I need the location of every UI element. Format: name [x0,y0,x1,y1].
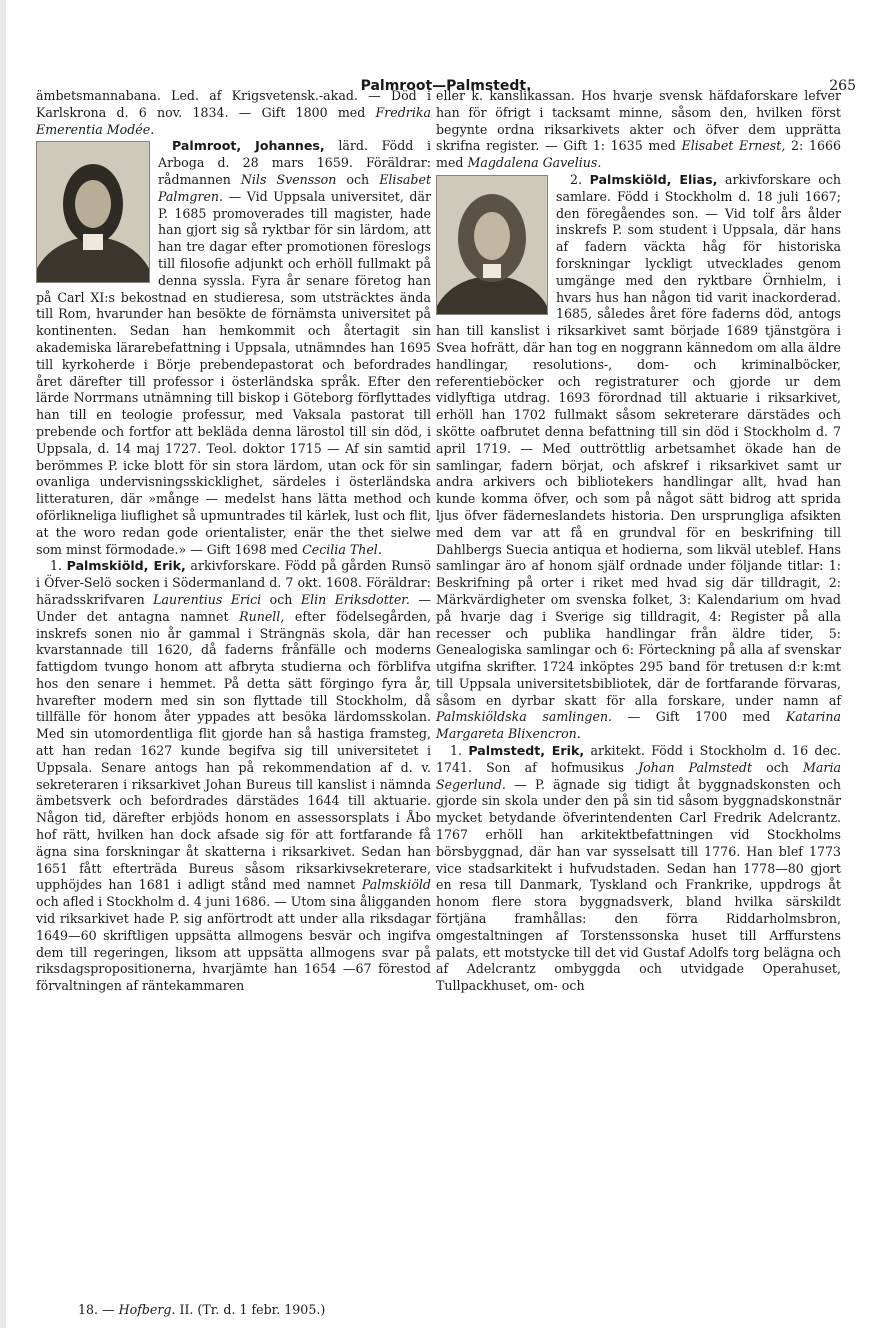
continued-entry-right: eller k. kanslikassan. Hos hvarje svensk häfdaforskare lefver han för öfrigt i tacksamt minne, såsom den, hvilken först begynte ordna riksarkivets akter och öfver dem upprätta skrifna register. — Gift 1: 1635 med Elisabet Ernest, 2: 1666 med Magdalena Gavelius. [436,88,841,171]
headword: Palmskiöld, Erik, [66,558,186,574]
right-column [436,88,841,995]
portrait-palmskiold-engraving [436,175,548,315]
portrait-palmroot-engraving [36,141,150,283]
entry-palmroot-johannes: Palmroot, Johannes, lärd. Född i Arboga d. 28 mars 1659. Föräldrar: rådmannen Nils Svensson och Elisabet Palmgren. — Vid Uppsala universitet, där P. 1685 promoverades till magister, hade han gjort sig så ryktbar för sin lärdom, att han tre dagar efter promotionen föreslogs till filosofie adjunkt och erhöll fullmakt på denna syssla. Fyra år senare företog han på Carl XI:s bekostnad en studieresa, som utsträcktes ända till Rom, hvarunder han besökte de förnämsta universitet på kontinenten. Sedan han hemkommit och återtagit sin akademiska lärarebefattning i Uppsala, utnämndes han 1695 till kyrkoherde i Börje prebendepastorat och befordrades året därefter till professor i österländska språk. Efter den lärde Norrmans utnämning till biskop i Göteborg förflyttades han till en teologie professur, med Vaksala pastorat till prebende och fortfor att bekläda denna lärostol till sin död, i Uppsala, d. 14 maj 1727. Teol. doktor 1715 — Af sin samtid berömmes P. icke blott för sin stora lärdom, utan ock för sin ovanliga undervisningsskicklighet, särdeles i österländska litteraturen, där »månge — medelst hans lätta method och oförlikneliga liuflighet så upmuntrades til kärlek, lust och flit, at the woro redan gode orientalister, enär the thet sielwe som minst förmodade.» — Gift 1698 med Cecilia Thel. [36,138,431,558]
signature-line: 18. — Hofberg. II. (Tr. d. 1 febr. 1905.) [78,1302,326,1317]
scan-edge [0,0,6,1328]
entry-palmstedt-erik: 1. Palmstedt, Erik, arkitekt. Född i Stockholm d. 16 dec. 1741. Son af hofmusikus Johan Palmstedt och Maria Segerlund. — P. ägnade sig tidigt åt byggnadskonsten och gjorde sin skola under den på sin tid såsom byggnadskonstnär mycket betydande öfverintendenten Carl Fredrik Adelcrantz. 1767 erhöll han arkitektbefattningen vid Stockholms börsbyggnad, där han var sysselsatt till 1776. Han blef 1773 vice stadsarkitekt i hufvudstaden. Sedan han 1778—80 gjort en resa till Danmark, Tyskland och Frankrike, uppdrogs åt honom flere stora byggnadsverk, bland hvilka särskildt förtjäna framhållas: den förra Riddarholmsbron, omgestaltningen af Torstenssonska huset till Arffurstens palats, ett motstycke till det vid Gustaf Adolfs torg belägna och af Adelcrantz ombyggda och utvidgade Operahuset, Tullpackhuset, om- och [436,743,841,994]
headword: Palmroot, Johannes, [172,138,325,154]
headword: Palmskiöld, Elias, [589,171,718,187]
entry-palmskiold-elias: 2. Palmskiöld, Elias, arkivforskare och samlare. Född i Stockholm d. 18 juli 1667; den föregåendes son. — Vid tolf års ålder inskrefs P. som student i Uppsala, där hans af fadern väckta håg för historiska forskningar lyckligt utvecklades genom umgänge med den ryktbare Örnhielm, i hvars hus han någon tid varit inackorderad. 1685, således året före faderns död, antogs han till kanslist i riksarkivet samt började 1689 tjänstgöra i Svea hofrätt, där han tog en noggrann kännedom om alla äldre handlingar, resolutions-, dom- och kriminalböcker, referentieböcker och registraturer och gjorde ur dem vidlyftiga utdrag. 1693 förordnad till aktuarie i riksarkivet, erhöll han 1702 fullmakt såsom sekreterare därstädes och skötte oafbrutet denna befattning till sin död i Stockholm d. 7 april 1719. — Med outtröttlig arbetsamhet ökade han de samlingar, fadern börjat, och afskref i riksarkivet samt ur andra arkivers och bibliotekers handlingar allt, hvad han kunde komma öfver, och som på något sätt bidrog att sprida ljus öfver fäderneslandets historia. Den ursprungliga afsikten med dem var att få en grundval för en beskrifning till Dahlbergs Suecia antiqua et hodierna, som likväl uteblef. Hans samlingar äro af honom själf ordnade under följande titlar: 1: Beskrifning på orter i riket med hvad sig där tilldragit, 2: Märkvärdigheter om svenska folket, 3: Kalendarium om hvad på hvarje dag i Sverige sig tilldragit, 4: Register på alla recesser och publika handlingar från äldre tider, 5: Genealogiska samlingar och 6: Förteckning på alla af svenskar utgifna skrifter. 1724 inköptes 295 band för tretusen d:r k:mt till Uppsala universitetsbibliotek, där de fortfarande förvaras, såsom en dyrbar skatt för alla forskare, under namn af Palmskiöldska samlingen. — Gift 1700 med Katarina Margareta Blixencron. [436,172,841,743]
headword: Palmstedt, Erik, [468,743,585,759]
continued-entry: ämbetsmannabana. Led. af Krigsvetensk.-akad. — Död i Karlskrona d. 6 nov. 1834. — Gift 1800 med Fredrika Emerentia Modée. [36,88,431,137]
page-number: 265 [829,78,856,94]
running-title: Palmroot—Palmstedt. [360,78,532,94]
entry-palmskiold-erik: 1. Palmskiöld, Erik, arkivforskare. Född på gården Runsö i Öfver-Selö socken i Södermanland d. 7 okt. 1608. Föräldrar: häradsskrifvaren Laurentius Erici och Elin Eriksdotter. — Under det antagna namnet Runell, efter födelsegården, inskrefs sonen nio år gammal i Strängnäs skola, där han kvarstannade till 1620, då faderns frånfälle och moderns fattigdom tvungo honom att afbryta studierna och förblifva hos den senare i hemmet. På detta sätt förgingo fyra år, hvarefter modern med sin son flyttade till Stockholm, då tillfälle för honom åter yppades att besöka lärdomsskolan. Med sin utomordentliga flit gjorde han så hastiga framsteg, att han redan 1627 kunde begifva sig till universitetet i Uppsala. Senare antogs han på rekommendation af d. v. sekreteraren i riksarkivet Johan Bureus till kanslist i nämnda ämbetsverk och befordrades därstädes 1644 till aktuarie. Någon tid, därefter erbjöds honom en assessorsplats i Åbo hof rätt, hvilken han dock afsade sig för att fortfarande få ägna sina forskningar åt skatterna i riksarkivet. Sedan han 1651 fått efterträda Bureus såsom riksarkivsekreterare, upphöjdes han 1681 i adligt stånd med namnet Palmskiöld och afled i Stockholm d. 4 juni 1686. — Utom sina åligganden vid riksarkivet hade P. sig anförtrodt att under alla riksdagar 1649—60 skriftligen uppsätta allmogens besvär och ingifva dem till regeringen, liksom att uppsätta allmogens svar på riksdagspropositionerna, hvarjämte han 1654 —67 förestod förvaltningen af räntekammaren [36,558,432,994]
left-column [36,88,431,995]
